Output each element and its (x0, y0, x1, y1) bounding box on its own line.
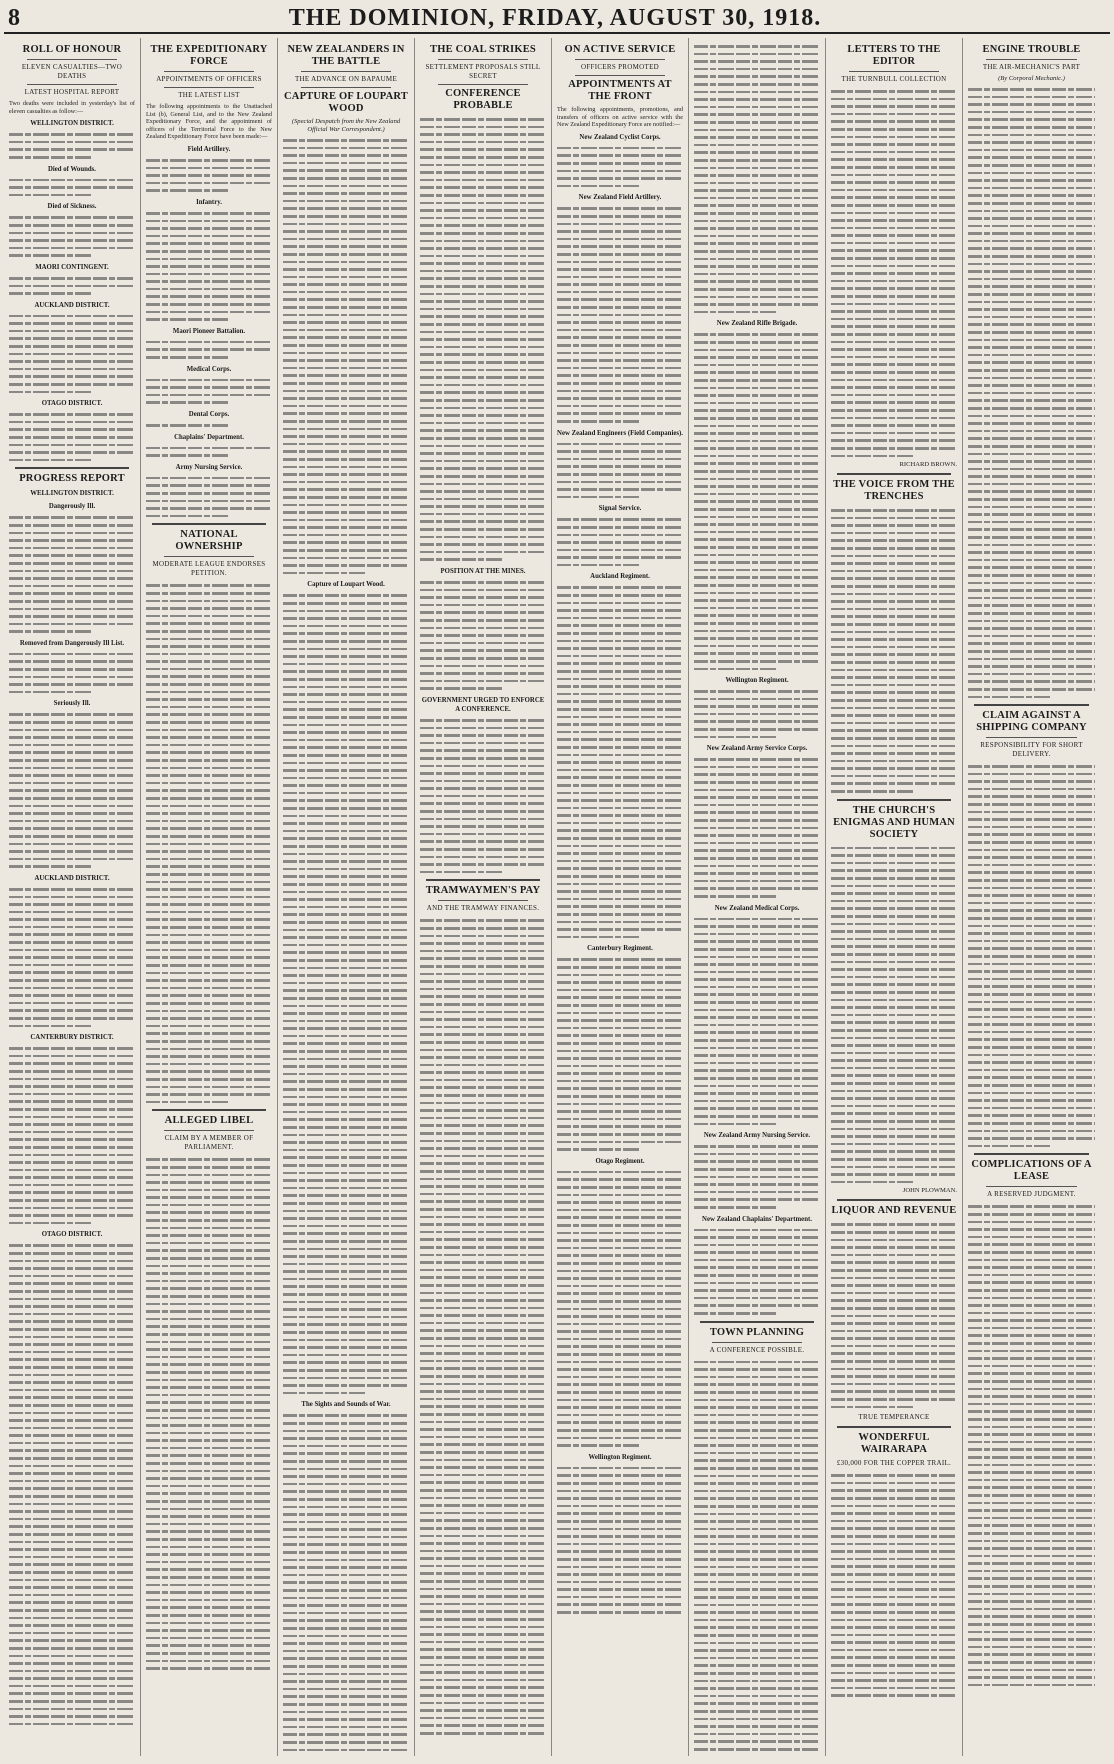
text-block (694, 330, 820, 672)
text-block (9, 650, 135, 696)
article-byline: (By Corporal Mechanic.) (998, 75, 1065, 82)
text-block (968, 85, 1095, 700)
text-block (557, 583, 683, 940)
letter-signature: RICHARD BROWN. (899, 461, 957, 469)
article-headline: CLAIM AGAINST A SHIPPING COMPANY (976, 710, 1087, 734)
article-headline: TRAMWAYMEN'S PAY (425, 885, 541, 897)
column-letters-to-editor (826, 38, 963, 1756)
text-block (9, 274, 135, 297)
column-active-service-continued (689, 38, 826, 1756)
text-block (557, 440, 683, 501)
section-heading: Army Nursing Service. (175, 463, 243, 471)
text-block (146, 421, 272, 429)
article-headline: THE VOICE FROM THE TRENCHES (833, 479, 955, 503)
article-headline: ON ACTIVE SERVICE (564, 44, 676, 55)
section-heading: Capture of Loupart Wood. (307, 581, 385, 589)
section-heading: Dangerously Ill. (48, 503, 96, 511)
article-subhead: AND THE TRAMWAY FINANCES. (426, 904, 540, 913)
article-subhead: MODERATE LEAGUE ENDORSES PETITION. (152, 560, 266, 578)
text-block (283, 591, 409, 1396)
section-heading: WELLINGTON DISTRICT. (30, 490, 114, 498)
article-intro: Two deaths were included in yesterday's list of eleven casualties as follow:— (9, 100, 135, 115)
section-heading: GOVERNMENT URGED TO ENFORCE A CONFERENCE. (421, 696, 545, 713)
text-block (694, 755, 820, 899)
article-subhead: £30,000 FOR THE COPPER TRAIL. (836, 1459, 952, 1468)
text-block (146, 444, 272, 459)
text-block (557, 204, 683, 424)
columns (4, 38, 1110, 1756)
section-heading: Removed from Dangerously Ill List. (19, 639, 125, 647)
masthead-title: THE DOMINION, FRIDAY, AUGUST 30, 1918. (288, 4, 822, 31)
text-block (9, 312, 135, 396)
article-subhead: THE ADVANCE ON BAPAUME (294, 75, 398, 83)
column-roll-of-honour (4, 38, 141, 1756)
article-headline: WONDERFUL WAIRARAPA (858, 1432, 930, 1456)
text-block (9, 213, 135, 259)
letter-signature: JOHN PLOWMAN. (902, 1187, 957, 1195)
article-headline: THE CHURCH'S ENIGMAS AND HUMAN SOCIETY (833, 804, 955, 840)
article-subhead: THE LATEST LIST (178, 91, 240, 99)
section-heading: New Zealand Chaplains' Department. (702, 1215, 812, 1223)
text-block (831, 844, 957, 1186)
article-headline: NATIONAL OWNERSHIP (175, 529, 243, 553)
section-heading: Maori Pioneer Battalion. (172, 327, 246, 335)
text-block (9, 1044, 135, 1226)
page-number: 8 (8, 4, 20, 31)
text-block (694, 687, 820, 740)
text-block (9, 710, 135, 869)
article-headline: PROGRESS REPORT (19, 473, 125, 485)
text-block (557, 515, 683, 568)
section-heading: Chaplains' Department. (174, 433, 244, 441)
text-block (557, 1464, 683, 1616)
column-expeditionary-force (141, 38, 278, 1756)
section-heading: Otago Regiment. (595, 1157, 645, 1165)
section-heading: OTAGO DISTRICT. (41, 400, 103, 408)
text-block (283, 1411, 409, 1756)
article-headline: ALLEGED LIBEL (164, 1115, 254, 1127)
text-block (9, 513, 135, 635)
text-block (557, 144, 683, 190)
text-block (694, 1358, 820, 1756)
article-headline: ROLL OF HONOUR (22, 44, 122, 55)
text-block (694, 1226, 820, 1317)
text-block (9, 885, 135, 1029)
article-headline: CONFERENCE PROBABLE (445, 88, 521, 111)
article-headline: ENGINE TROUBLE (982, 44, 1081, 55)
text-block (146, 209, 272, 323)
section-heading: Field Artillery. (187, 145, 231, 153)
section-heading: The Sights and Sounds of War. (301, 1401, 391, 1409)
article-subhead: A RESERVED JUDGMENT. (987, 1190, 1076, 1199)
article-subhead: RESPONSIBILITY FOR SHORT DELIVERY. (980, 741, 1083, 759)
text-block (968, 762, 1095, 1149)
section-heading: AUCKLAND DISTRICT. (34, 874, 110, 882)
article-subhead: CLAIM BY A MEMBER OF PARLIAMENT. (164, 1134, 254, 1152)
section-heading: Medical Corps. (186, 365, 232, 373)
section-heading: Wellington Regiment. (725, 677, 789, 685)
section-heading: WELLINGTON DISTRICT. (30, 120, 114, 128)
section-heading: New Zealand Army Service Corps. (706, 745, 808, 753)
text-block (420, 716, 546, 875)
article-intro: The following appointments, promotions, and transfers of officers on active service with the New Zealand Expeditionary Force are notified:— (557, 106, 683, 129)
text-block (146, 156, 272, 194)
section-heading: Seriously Ill. (53, 700, 91, 708)
article-headline: APPOINTMENTS AT THE FRONT (568, 79, 672, 102)
text-block (420, 916, 546, 1736)
text-block (146, 338, 272, 361)
article-headline: TOWN PLANNING (709, 1326, 805, 1338)
article-headline: THE COAL STRIKES (430, 44, 536, 55)
article-headline: NEW ZEALANDERS IN THE BATTLE (287, 44, 405, 67)
section-heading: Wellington Regiment. (588, 1453, 652, 1461)
text-block (146, 376, 272, 406)
article-subhead: APPOINTMENTS OF OFFICERS (156, 75, 262, 83)
section-heading: POSITION AT THE MINES. (440, 568, 526, 576)
section-heading: New Zealand Medical Corps. (714, 904, 800, 912)
text-block (9, 130, 135, 160)
newspaper-page (4, 4, 1110, 1756)
text-block (694, 1142, 820, 1210)
section-heading: Infantry. (196, 198, 222, 206)
article-subhead: LATEST HOSPITAL REPORT (24, 88, 120, 96)
section-heading: Auckland Regiment. (590, 573, 650, 581)
article-subhead: OFFICERS PROMOTED (580, 63, 660, 71)
section-heading: Canterbury Regiment. (587, 945, 653, 953)
column-coal-strikes (415, 38, 552, 1756)
text-block (557, 1168, 683, 1449)
text-block (283, 136, 409, 576)
section-heading: Died of Wounds. (47, 165, 97, 173)
section-heading: CANTERBURY DISTRICT. (30, 1034, 114, 1042)
article-headline: LETTERS TO THE EDITOR (847, 44, 941, 67)
text-block (831, 1220, 957, 1410)
article-headline: CAPTURE OF LOUPART WOOD (284, 91, 408, 114)
column-engine-trouble (963, 38, 1100, 1756)
text-block (9, 410, 135, 463)
masthead (4, 4, 1110, 34)
section-heading: New Zealand Engineers (Field Companies). (557, 429, 683, 437)
section-heading: Died of Sickness. (47, 203, 97, 211)
column-active-service (552, 38, 689, 1756)
section-heading: AUCKLAND DISTRICT. (34, 301, 110, 309)
text-block (694, 42, 820, 315)
article-intro: (Special Despatch from the New Zealand Official War Correspondent.) (291, 118, 401, 133)
article-subhead: A CONFERENCE POSSIBLE. (709, 1345, 805, 1354)
article-subhead: ELEVEN CASUALTIES—TWO DEATHS (21, 63, 123, 80)
article-headline: COMPLICATIONS OF A LEASE (971, 1159, 1092, 1183)
section-heading: MAORI CONTINGENT. (35, 263, 109, 271)
section-heading: New Zealand Cyclist Corps. (579, 133, 661, 141)
text-block (694, 915, 820, 1128)
text-block (9, 1241, 135, 1727)
article-subhead: THE TURNBULL COLLECTION (841, 75, 947, 83)
article-subhead: SETTLEMENT PROPOSALS STILL SECRET (425, 63, 541, 80)
section-heading: Signal Service. (598, 505, 642, 513)
section-heading: New Zealand Field Artillery. (578, 194, 662, 202)
text-block (146, 581, 272, 1105)
text-block (557, 955, 683, 1152)
text-block (146, 1155, 272, 1671)
article-subhead: TRUE TEMPERANCE (858, 1413, 930, 1422)
section-heading: New Zealand Army Nursing Service. (703, 1132, 811, 1140)
text-block (146, 474, 272, 520)
section-heading: New Zealand Rifle Brigade. (716, 320, 798, 328)
text-block (420, 578, 546, 692)
text-block (9, 176, 135, 199)
section-heading: OTAGO DISTRICT. (41, 1231, 103, 1239)
text-block (968, 1202, 1095, 1688)
article-headline: LIQUOR AND REVENUE (831, 1205, 957, 1217)
article-headline: THE EXPEDITIONARY FORCE (150, 44, 268, 67)
column-new-zealanders-in-battle (278, 38, 415, 1756)
text-block (831, 1471, 957, 1699)
article-subhead: THE AIR-MECHANIC'S PART (982, 63, 1081, 71)
text-block (831, 87, 957, 459)
text-block (420, 115, 546, 563)
section-heading: Dental Corps. (188, 411, 230, 418)
article-intro: The following appointments to the Unattached List (b), General List, and to the New Zealand Expeditionary Force, and the appointment of officers of the Territorial Force to the New Zealand Expeditionary Force have been made:— (146, 103, 272, 141)
text-block (831, 506, 957, 795)
